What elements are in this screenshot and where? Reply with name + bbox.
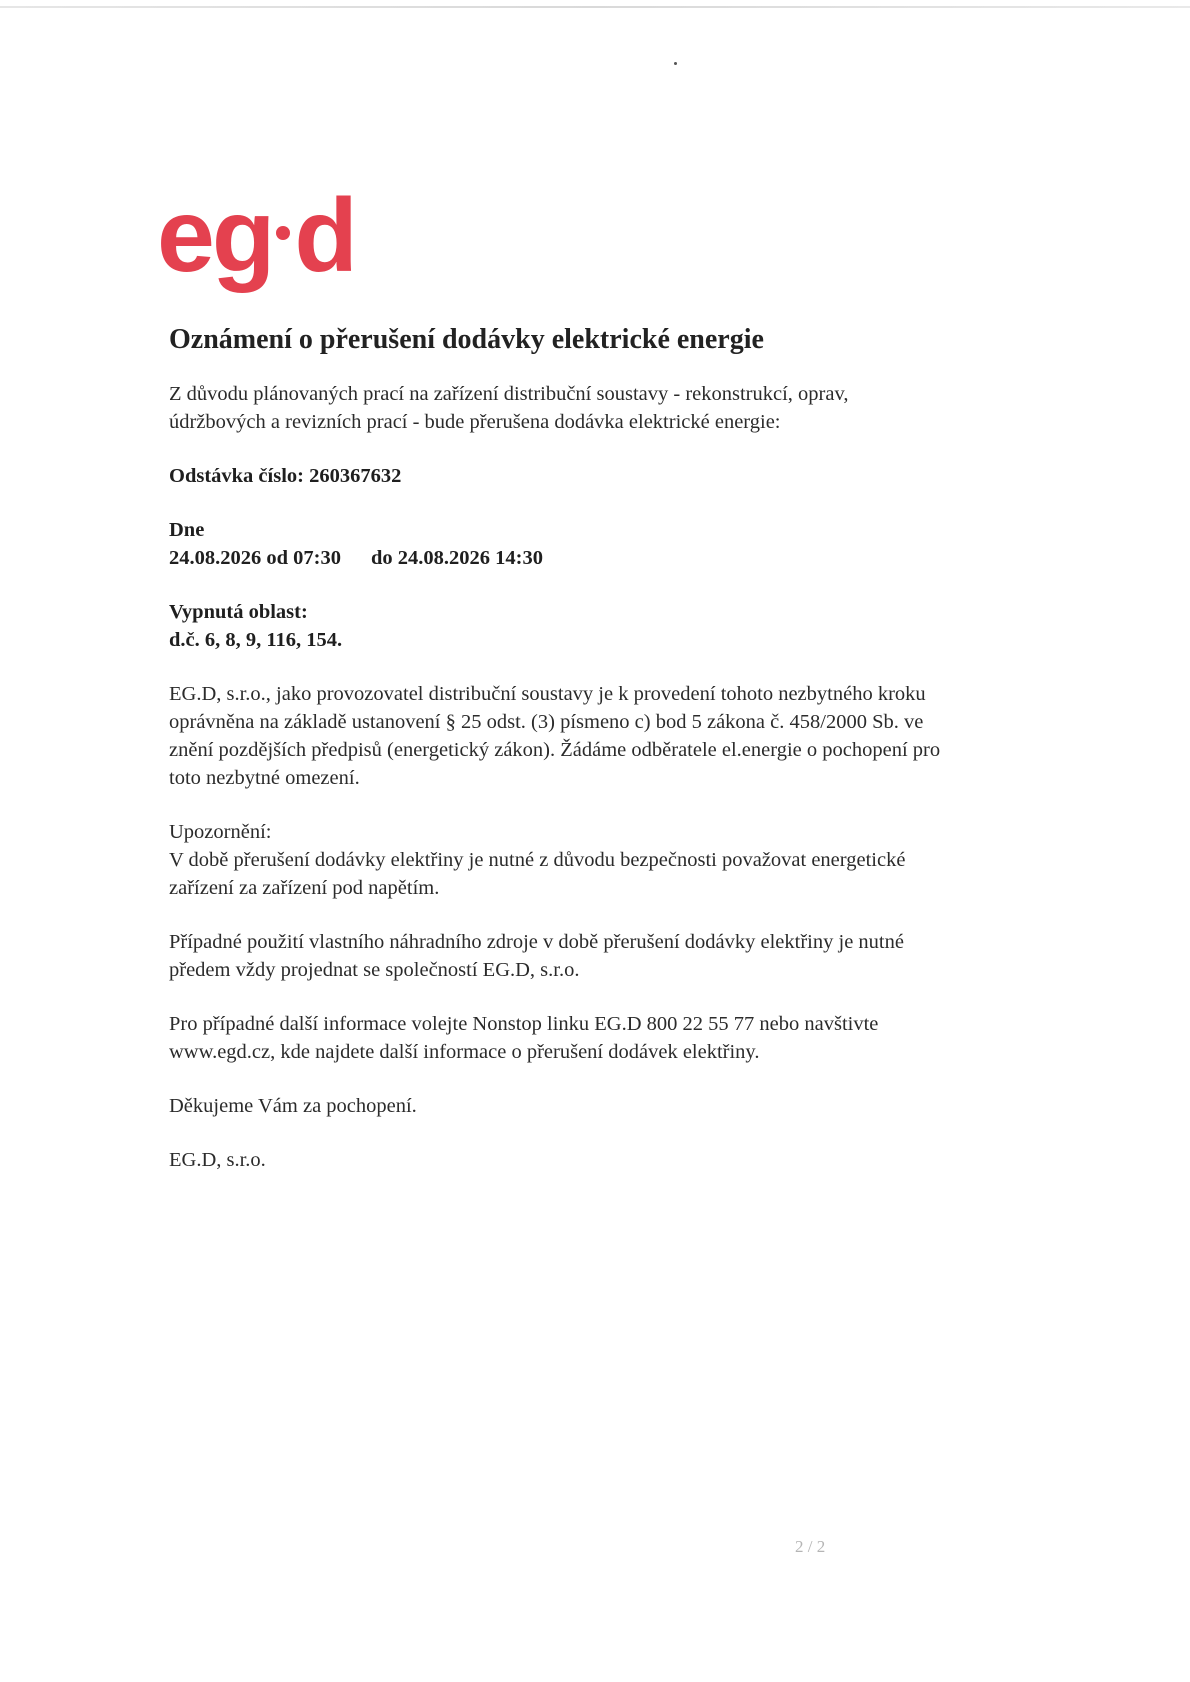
legal-line-2: oprávněna na základě ustanovení § 25 odst. (3) písmeno c) bod 5 zákona č. 458/2000 Sb. ve bbox=[169, 711, 924, 733]
warning-label: Upozornění: bbox=[169, 821, 272, 843]
date-from: 24.08.2026 od 07:30 bbox=[169, 547, 341, 569]
signature: EG.D, s.r.o. bbox=[169, 1149, 266, 1171]
notice-body bbox=[169, 322, 1049, 1174]
logo-dot bbox=[276, 226, 290, 240]
intro-line-1: Z důvodu plánovaných prací na zařízení distribuční soustavy - rekonstrukcí, oprav, bbox=[169, 383, 849, 405]
info-line-1: Pro případné další informace volejte Nonstop linku EG.D 800 22 55 77 nebo navštivte bbox=[169, 1013, 879, 1035]
warning-line-2: zařízení za zařízení pod napětím. bbox=[169, 877, 440, 899]
generator-line-2: předem vždy projednat se společností EG.D, s.r.o. bbox=[169, 959, 580, 981]
date-range bbox=[169, 544, 1049, 572]
area-value: d.č. 6, 8, 9, 116, 154. bbox=[169, 629, 343, 651]
outage-number: Odstávka číslo: 260367632 bbox=[169, 465, 402, 487]
intro-line-2: údržbových a revizních prací - bude přerušena dodávka elektrické energie: bbox=[169, 411, 781, 433]
scan-edge-line bbox=[0, 6, 1190, 8]
logo-text-right: d bbox=[294, 178, 355, 294]
egd-logo bbox=[157, 180, 377, 292]
legal-line-1: EG.D, s.r.o., jako provozovatel distribuční soustavy je k provedení tohoto nezbytného kroku bbox=[169, 683, 926, 705]
page-number: 2 / 2 bbox=[795, 1537, 826, 1556]
scan-speck bbox=[674, 62, 677, 65]
legal-line-4: toto nezbytné omezení. bbox=[169, 767, 360, 789]
notice-title: Oznámení o přerušení dodávky elektrické energie bbox=[169, 324, 764, 355]
date-to: do 24.08.2026 14:30 bbox=[370, 547, 543, 569]
area-label: Vypnutá oblast: bbox=[169, 601, 308, 623]
date-label: Dne bbox=[169, 519, 205, 541]
logo-text-left: eg bbox=[157, 178, 273, 294]
thanks-line: Děkujeme Vám za pochopení. bbox=[169, 1095, 417, 1117]
warning-line-1: V době přerušení dodávky elektřiny je nutné z důvodu bezpečnosti považovat energetické bbox=[169, 849, 906, 871]
generator-line-1: Případné použití vlastního náhradního zdroje v době přerušení dodávky elektřiny je nutné bbox=[169, 931, 904, 953]
legal-line-3: znění pozdějších předpisů (energetický zákon). Žádáme odběratele el.energie o pochopení pro bbox=[169, 739, 941, 761]
info-line-2: www.egd.cz, kde najdete další informace o přerušení dodávek elektřiny. bbox=[169, 1041, 760, 1063]
